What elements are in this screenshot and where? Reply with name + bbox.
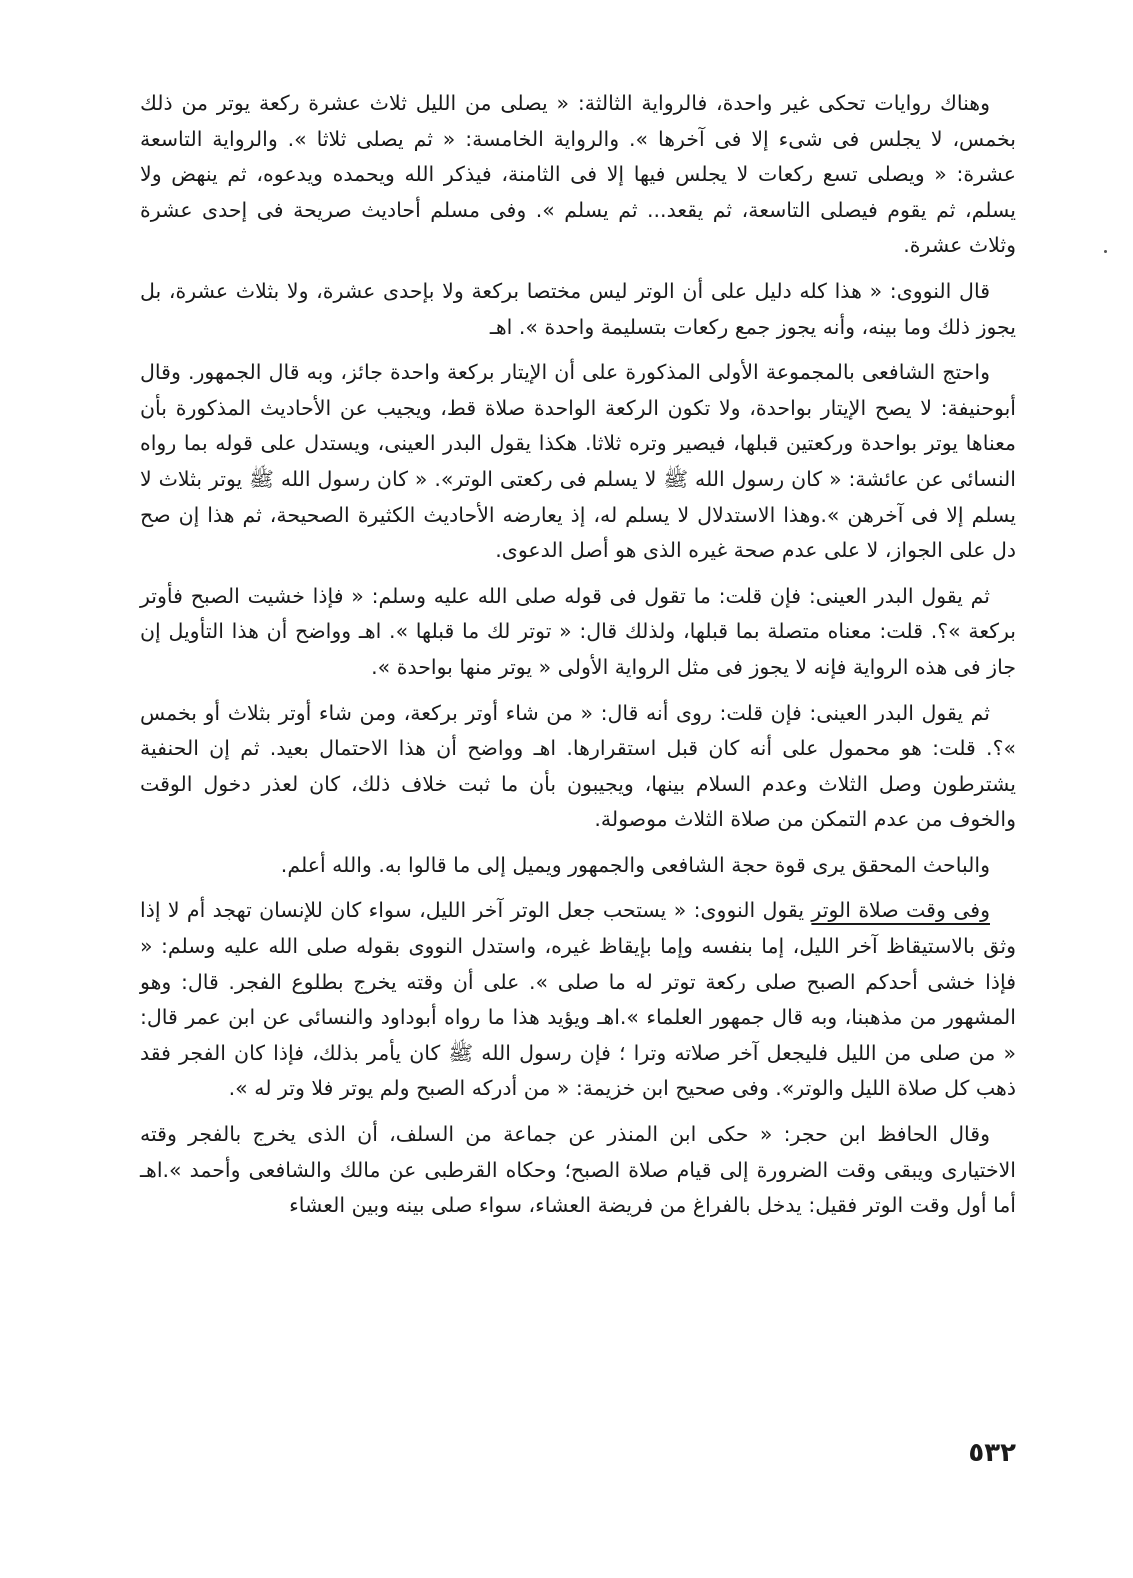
paragraph-2: قال النووى: « هذا كله دليل على أن الوتر ليس مختصا بركعة ولا بإحدى عشرة، ولا بثلاث عشرة، بل يجوز ذلك وما بينه، وأنه يجوز جمع ركعات بتسليمة واحدة ». اهـ <box>140 278 1016 339</box>
scan-speck <box>1104 250 1107 253</box>
paragraph-7 <box>140 893 1016 1107</box>
underlined-heading: وفى وقت صلاة الوتر <box>811 898 990 923</box>
paragraph-7-body: يقول النووى: « يستحب جعل الوتر آخر الليل، سواء كان للإنسان تهجد أم لا إذا وثق بالاستيقاظ آخر الليل، إما بنفسه وإما بإيقاظ غيره، واستدل النووى بقوله صلى الله عليه وسلم: « فإذا خشى أحدكم الصبح صلى ركعة توتر له ما صلى ». على أن وقته يخرج بطلوع الفجر. قال: وهو المشهور من مذهبنا، وبه قال جمهور العلماء ».اهـ ويؤيد هذا ما رواه أبوداود والنسائى عن ابن عمر قال: « من صلى من الليل فليجعل آخر صلاته وترا ؛ فإن رسول الله ﷺ كان يأمر بذلك، فإذا كان الفجر فقد ذهب كل صلاة الليل والوتر». وفى صحيح ابن خزيمة: « من أدركه الصبح ولم يوتر فلا وتر له ». <box>140 898 1016 1101</box>
paragraph-8: وقال الحافظ ابن حجر: « حكى ابن المنذر عن جماعة من السلف، أن الذى يخرج بالفجر وقته الاختيارى ويبقى وقت الضرورة إلى قيام صلاة الصبح؛ وحكاه القرطبى عن مالك والشافعى وأحمد ».اهـ أما أول وقت الوتر فقيل: يدخل بالفراغ من فريضة العشاء، سواء صلى بينه وبين العشاء <box>140 1122 1016 1218</box>
paragraph-3: واحتج الشافعى بالمجموعة الأولى المذكورة على أن الإيتار بركعة واحدة جائز، وبه قال الجمهور. وقال أبوحنيفة: لا يصح الإيتار بواحدة، ولا تكون الركعة الواحدة صلاة قط، ويجيب عن الأحاديث المذكورة بأن معناها يوتر بواحدة وركعتين قبلها، فيصير وتره ثلاثا. هكذا يقول البدر العينى، ويستدل على قوله بما رواه النسائى عن عائشة: « كان رسول الله ﷺ لا يسلم فى ركعتى الوتر». « كان رسول الله ﷺ يوتر بثلاث لا يسلم إلا فى آخرهن ».وهذا الاستدلال لا يسلم له، إذ يعارضه الأحاديث الكثيرة الصحيحة، ثم هذا إن صح دل على الجواز، لا على عدم صحة غيره الذى هو أصل الدعوى. <box>140 360 1016 563</box>
paragraph-1: وهناك روايات تحكى غير واحدة، فالرواية الثالثة: « يصلى من الليل ثلاث عشرة ركعة يوتر من ذلك بخمس، لا يجلس فى شىء إلا فى آخرها ». والرواية الخامسة: « ثم يصلى ثلاثا ». والرواية التاسعة عشرة: « ويصلى تسع ركعات لا يجلس فيها إلا فى الثامنة، فيذكر الله ويحمده ويدعوه، ثم ينهض ولا يسلم، ثم يقوم فيصلى التاسعة، ثم يقعد... ثم يسلم ». وفى مسلم أحاديث صريحة فى إحدى عشرة وثلاث عشرة. <box>140 91 1016 258</box>
page-number: ٥٣٢ <box>968 1438 1016 1468</box>
document-body <box>140 86 1016 1224</box>
paragraph-4: ثم يقول البدر العينى: فإن قلت: ما تقول فى قوله صلى الله عليه وسلم: « فإذا خشيت الصبح فأوتر بركعة »؟. قلت: معناه متصلة بما قبلها، ولذلك قال: « توتر لك ما قبلها ». اهـ وواضح أن هذا التأويل إن جاز فى هذه الرواية فإنه لا يجوز فى مثل الرواية الأولى « يوتر منها بواحدة ». <box>140 583 1016 679</box>
paragraph-6: والباحث المحقق يرى قوة حجة الشافعى والجمهور ويميل إلى ما قالوا به. والله أعلم. <box>280 852 990 877</box>
paragraph-5: ثم يقول البدر العينى: فإن قلت: روى أنه قال: « من شاء أوتر بركعة، ومن شاء أوتر بثلاث أو بخمس »؟. قلت: هو محمول على أنه كان قبل استقرارها. اهـ وواضح أن هذا الاحتمال بعيد. ثم إن الحنفية يشترطون وصل الثلاث وعدم السلام بينها، ويجيبون بأن ما ثبت خلاف ذلك، كان لعذر دخول الوقت والخوف من عدم التمكن من صلاة الثلاث موصولة. <box>140 700 1016 832</box>
